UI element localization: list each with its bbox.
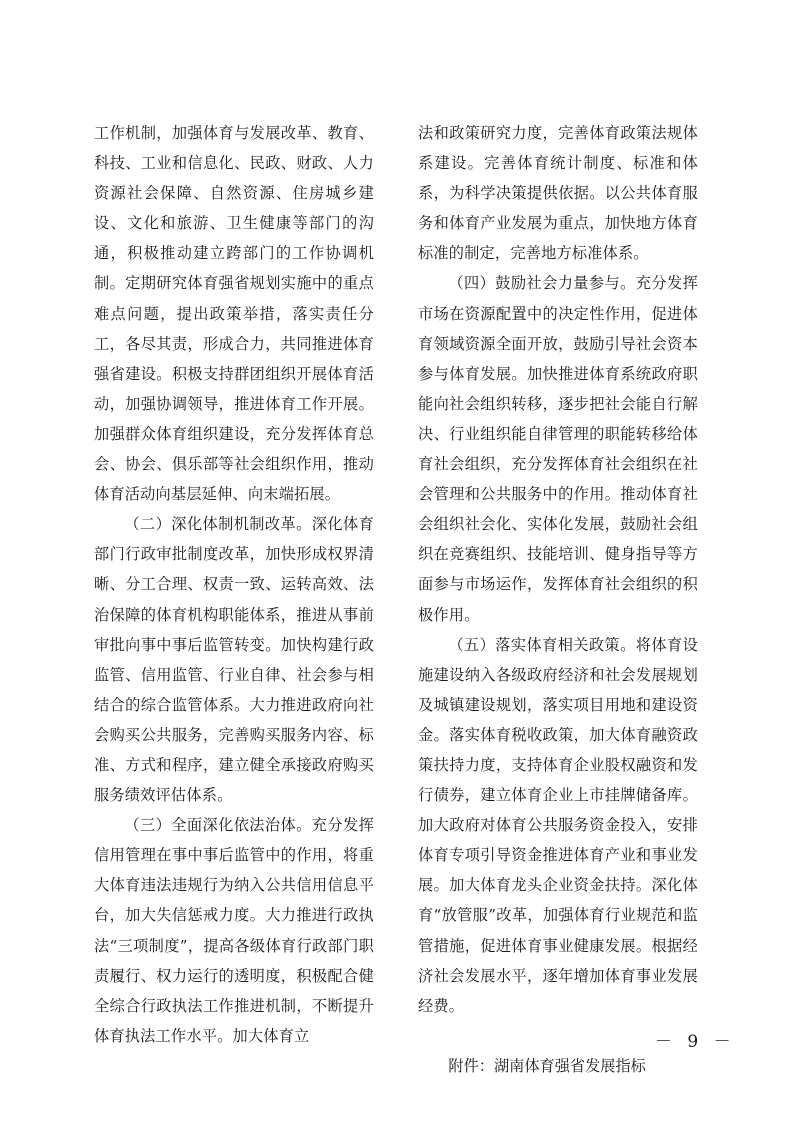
paragraph-rule-of-law: （三）全面深化依法治体。充分发挥信用管理在事中事后监管中的作用，将重大体育违法违规行为纳入公共信用信息平台，加大失信惩戒力度。大力推进行政执法“三项制度”，提高各级体育行政部门职责履行、权力运行的透明度，积极配合健全综合行政执法工作推进机制，不断提升体育执法工作水平。加大体育立 <box>94 816 374 1045</box>
paragraph-social-participation: （四）鼓励社会力量参与。充分发挥市场在资源配置中的决定性作用，促进体育领域资源全面开放，鼓励引导社会资本参与体育发展。加快推进体育系统政府职能向社会组织转移，逐步把社会能自行解决、行业组织能自律管理的职能转移给体育社会组织，充分发挥体育社会组织在社会管理和公共服务中的作用。推动体育社会组织社会化、实体化发展，鼓励社会组织在竞赛组织、技能培训、健身指导等方面参与市场运作，发挥体育社会组织的积极作用。 <box>418 274 698 624</box>
page-number: － 9 － <box>655 1032 736 1052</box>
left-column <box>94 118 374 1051</box>
right-column <box>418 118 698 1081</box>
paragraph-work-mechanism: 工作机制，加强体育与发展改革、教育、科技、工业和信息化、民政、财政、人力资源社会保障、自然资源、住房城乡建设、文化和旅游、卫生健康等部门的沟通，积极推动建立跨部门的工作协调机制。定期研究体育强省规划实施中的重点难点问题，提出政策举措，落实责任分工，各尽其责，形成合力，共同推进体育强省建设。积极支持群团组织开展体育活动，加强协调领导，推进体育工作开展。加强群众体育组织建设，充分发挥体育总会、协会、俱乐部等社会组织作用，推动体育活动向基层延伸、向末端拓展。 <box>94 124 374 504</box>
paragraph-reform: （二）深化体制机制改革。深化体育部门行政审批制度改革，加快形成权界清晰、分工合理、权责一致、运转高效、法治保障的体育机构职能体系，推进从事前审批向事中事后监管转变。加快构建行政监管、信用监管、行业自律、社会参与相结合的综合监管体系。大力推进政府向社会购买公共服务，完善购买服务内容、标准、方式和程序，建立健全承接政府购买服务绩效评估体系。 <box>94 515 374 805</box>
paragraph-policy-research: 法和政策研究力度，完善体育政策法规体系建设。完善体育统计制度、标准和体系，为科学决策提供依据。以公共体育服务和体育产业发展为重点，加快地方体育标准的制定，完善地方标准体系。 <box>418 124 698 263</box>
attachment-note: 附件：湖南体育强省发展指标 <box>448 1056 646 1075</box>
paragraph-implement-policies: （五）落实体育相关政策。将体育设施建设纳入各级政府经济和社会发展规划及城镇建设规划，落实项目用地和建设资金。落实体育税收政策，加大体育融资政策扶持力度，支持体育企业股权融资和发行债券，建立体育企业上市挂牌储备库。加大政府对体育公共服务资金投入，安排体育专项引导资金推进体育产业和事业发展。加大体育龙头企业资金扶持。深化体育“放管服”改革，加强体育行业规范和监管措施，促进体育事业健康发展。根据经济社会发展水平，逐年增加体育事业发展经费。 <box>418 635 698 1015</box>
